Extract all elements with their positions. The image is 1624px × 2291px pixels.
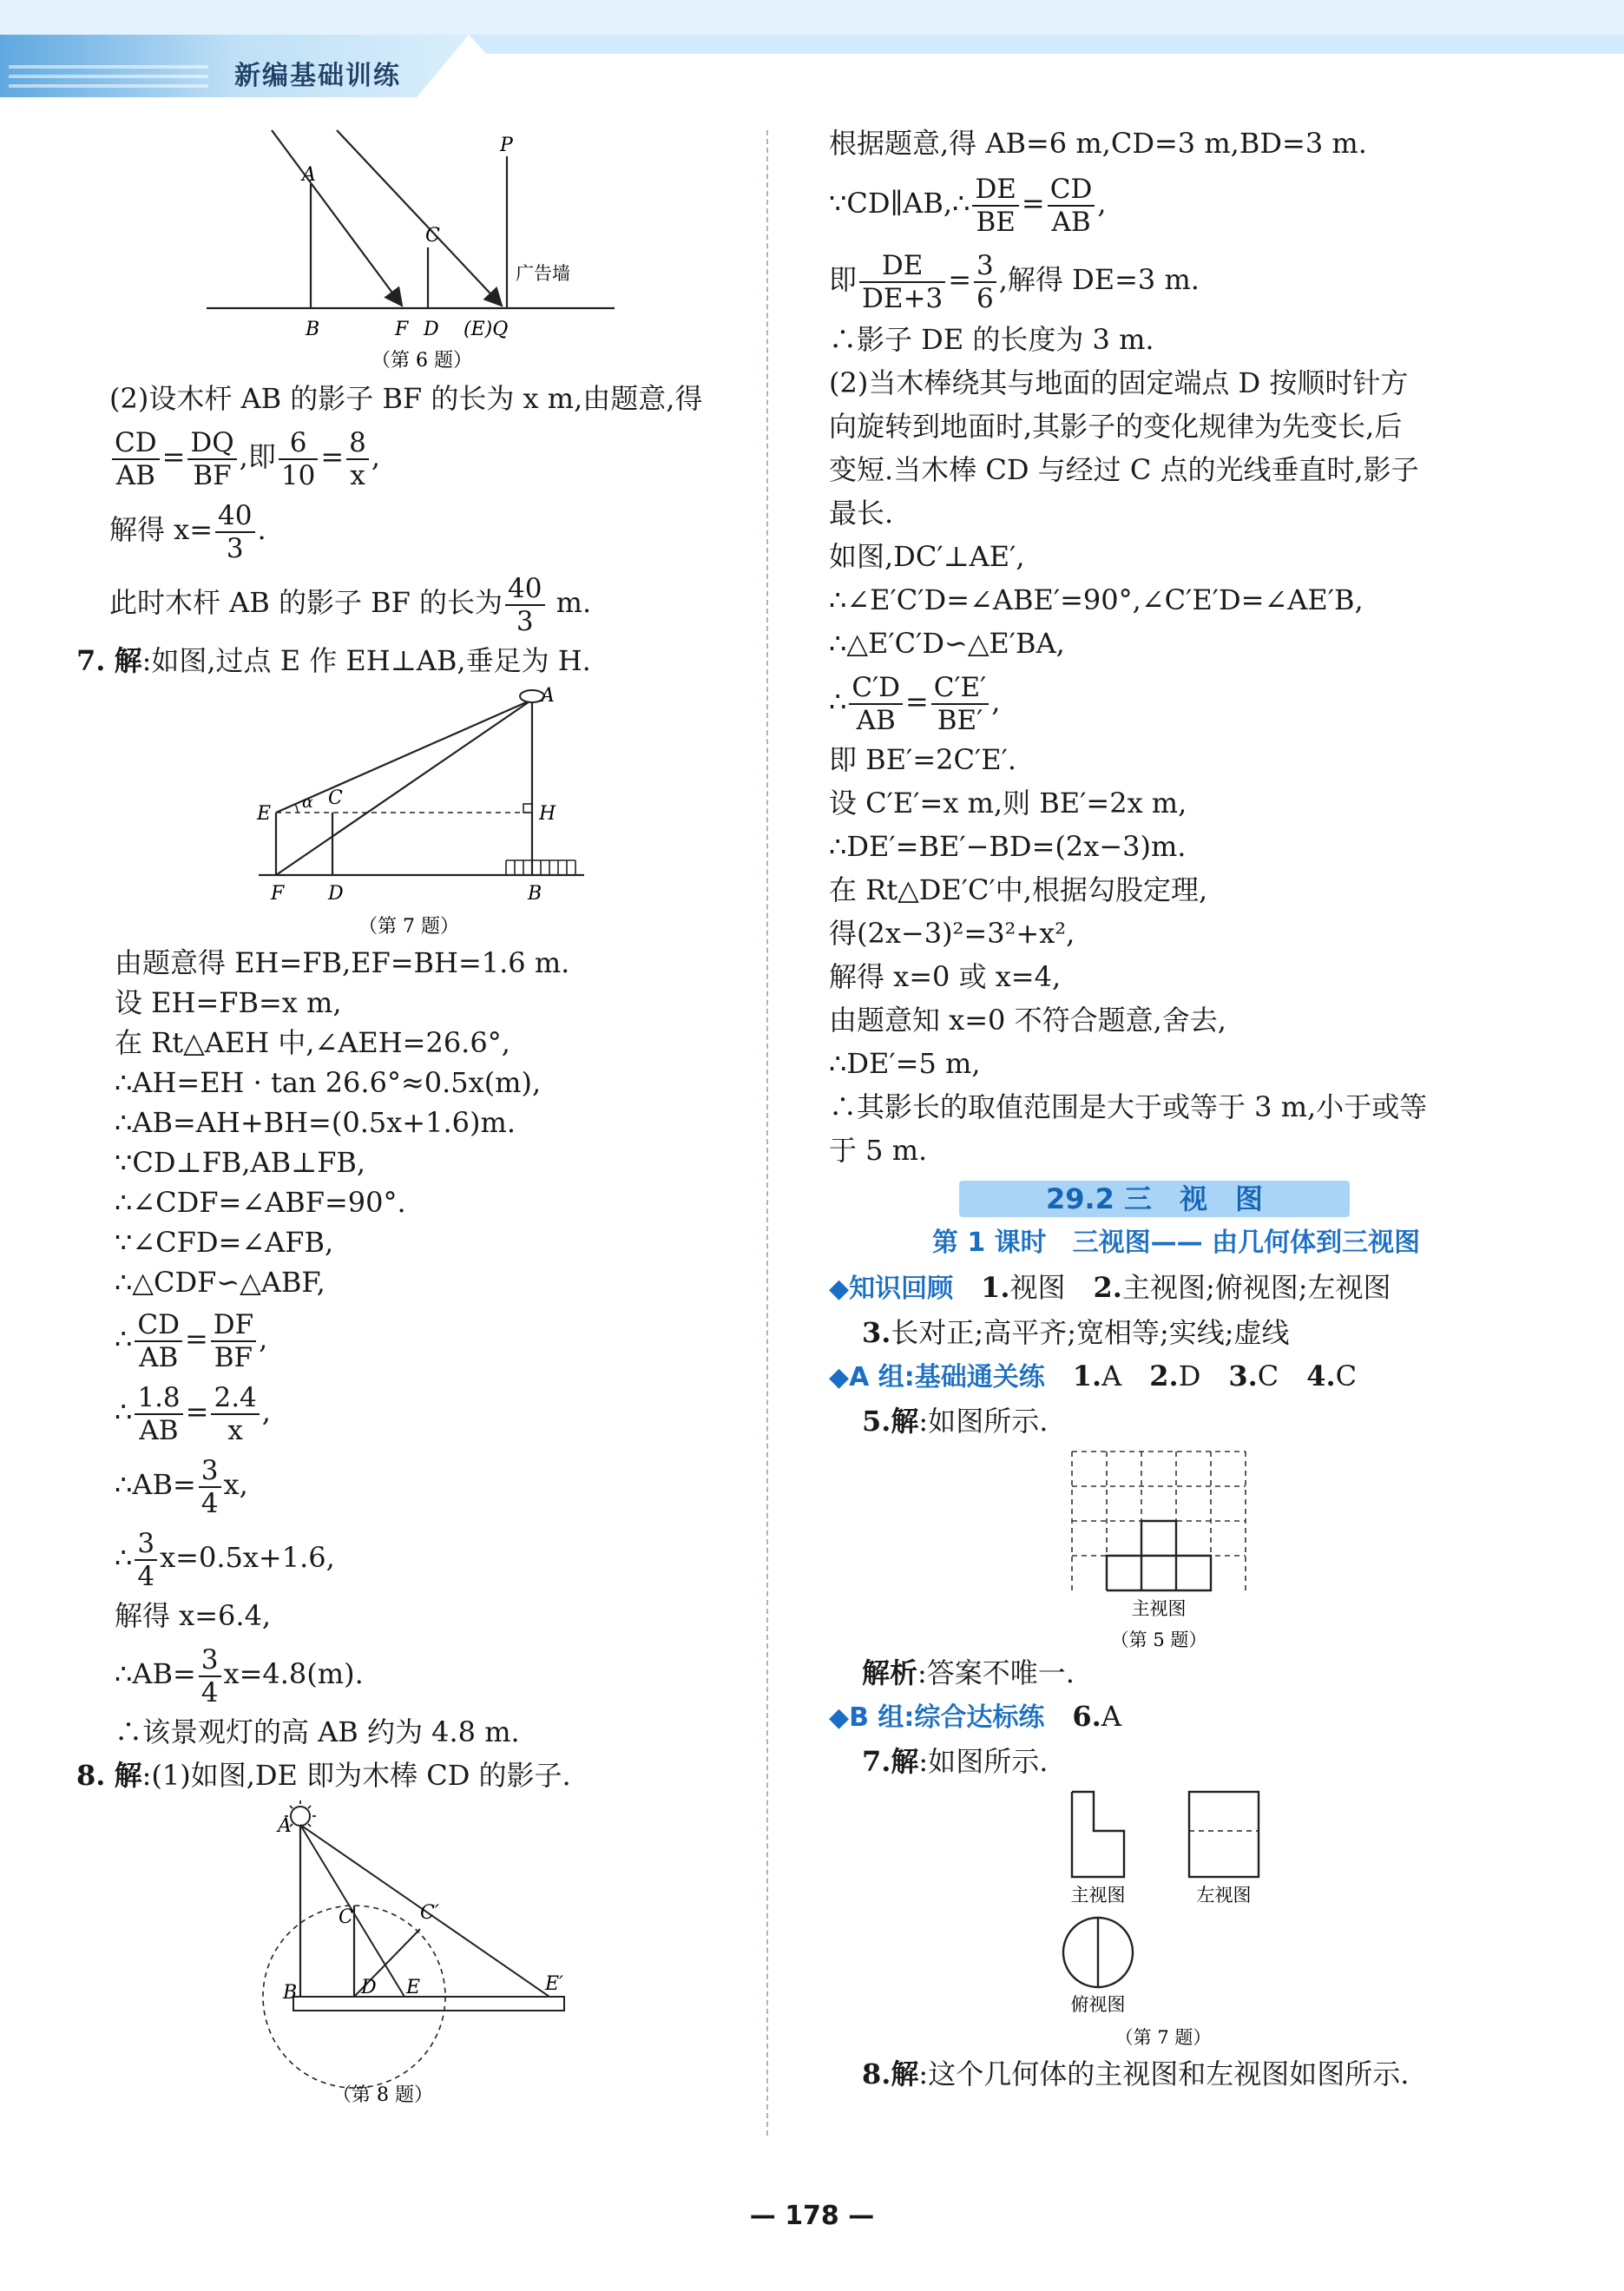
q7-ratio-1: ∴ $\frac{CD}{AB}$ = $\frac{DF}{BF}$ , [115, 1308, 268, 1373]
fraction: $\frac{DE}{BE}$ [972, 174, 1018, 238]
q7-step: 设 EH=FB=x m, [115, 986, 342, 1019]
a5-analysis: 解析:答案不唯一. [862, 1656, 1075, 1689]
fig6-label-B: B [306, 319, 320, 340]
q7-step: ∴∠CDF=∠ABF=90°. [115, 1186, 406, 1219]
fig7-label-C: C [328, 787, 343, 809]
page-header [0, 0, 1624, 104]
page-number: — 178 — [749, 2201, 875, 2231]
r-line: (2)当木棒绕其与地面的固定端点 D 按顺时针方 [829, 366, 1409, 399]
fraction: $\frac{C'E'}{BE'}$ [931, 672, 989, 736]
fraction: $\frac{CD}{AB}$ [112, 427, 160, 491]
fig8-label-B: B [283, 1982, 298, 2004]
b7-line: 7.解:如图所示. [862, 1745, 1049, 1778]
b8-line: 8.解:这个几何体的主视图和左视图如图所示. [862, 2057, 1410, 2090]
a5-line: 5.解:如图所示. [862, 1405, 1049, 1438]
q7-ratio-4: ∴ $\frac{3}{4}$ x=0.5x+1.6, [115, 1527, 335, 1592]
q7-step: ∴△CDF∽△ABF, [115, 1266, 325, 1299]
fraction: $\frac{3}{4}$ [135, 1528, 157, 1592]
r-line: 设 C′E′=x m,则 BE′=2x m, [829, 787, 1187, 820]
r-line: 在 Rt△DE′C′中,根据勾股定理, [829, 873, 1208, 906]
fraction: $\frac{2.4}{x}$ [211, 1382, 259, 1446]
fraction: $\frac{DE}{DE+3}$ [859, 250, 945, 314]
fig7-label-H: H [539, 803, 556, 825]
fig7b-top-label: 俯视图 [1070, 1994, 1126, 2015]
group-a-tag: ◆A 组:基础通关练 [829, 1362, 1045, 1392]
figure-7b-diagram [1055, 1783, 1298, 2052]
fig7-label-D: D [328, 883, 344, 905]
fig8-label-E: E [406, 1977, 421, 1998]
q6-part2-line: (2)设木杆 AB 的影子 BF 的长为 x m,由题意,得 [109, 382, 703, 415]
figure-5-diagram [1063, 1443, 1254, 1651]
fraction: $\frac{40}{3}$ [505, 573, 544, 637]
fig5-caption: （第 5 题） [1110, 1629, 1207, 1650]
q6-proportion: $\frac{CD}{AB}$ = $\frac{DQ}{BF}$ ,即 $\frac{6}{10}$ = $\frac{8}{x}$ , [76, 420, 753, 493]
r-line: ∴DE′=5 m, [829, 1047, 981, 1080]
q7-step: ∵∠CFD=∠AFB, [115, 1226, 334, 1259]
fig6-label-C: C [425, 225, 440, 247]
right-column [829, 122, 1523, 2096]
fraction: $\frac{3}{4}$ [199, 1455, 221, 1519]
q7-step: ∵CD⊥FB,AB⊥FB, [115, 1146, 366, 1179]
fig7-label-alpha: α [302, 793, 313, 812]
left-column [76, 122, 753, 2110]
fraction: $\frac{C'D}{AB}$ [849, 672, 903, 736]
r-line: ∴DE′=BE′−BD=(2x−3)m. [829, 830, 1187, 863]
fig6-label-F: F [395, 319, 409, 340]
lesson-title: 第 1 课时 三视图—— 由几何体到三视图 [931, 1228, 1421, 1258]
q7-steps [76, 943, 753, 1302]
fig7-label-F: F [271, 883, 285, 905]
fraction: $\frac{DF}{BF}$ [211, 1309, 256, 1373]
fraction: $\frac{CD}{AB}$ [135, 1309, 182, 1373]
q8-first-line: 8. 解:(1)如图,DE 即为木棒 CD 的影子. [76, 1759, 571, 1792]
group-a-answers: ◆A 组:基础通关练 1.A 2.D 3.C 4.C [829, 1359, 1358, 1392]
fraction: $\frac{DQ}{BF}$ [187, 427, 236, 491]
fig7-label-A: A [541, 685, 555, 707]
r-ratio-2: ∴ $\frac{C'D}{AB}$ = $\frac{C'E'}{BE'}$ , [829, 671, 1001, 736]
fraction: $\frac{3}{6}$ [974, 250, 996, 314]
fig6-label-P: P [500, 135, 513, 156]
figure-7b [1055, 1783, 1523, 2052]
q7-conclusion: ∴该景观灯的高 AB 约为 4.8 m. [115, 1715, 520, 1748]
fig7b-front-label: 主视图 [1070, 1885, 1126, 1906]
q7-step: 在 Rt△AEH 中,∠AEH=26.6°, [115, 1026, 510, 1059]
fraction: $\frac{1.8}{AB}$ [135, 1382, 182, 1446]
q7-ratio-6: ∴AB= $\frac{3}{4}$ x=4.8(m). [115, 1643, 364, 1708]
column-divider [766, 130, 768, 2136]
figure-7-diagram [250, 682, 615, 943]
group-b-tag: ◆B 组:综合达标练 [829, 1702, 1045, 1733]
r-parallel: ∵CD∥AB,∴ $\frac{DE}{BE}$ = $\frac{CD}{AB}$ , [829, 173, 1107, 238]
fig6-label-A: A [302, 164, 316, 186]
fraction: $\frac{6}{10}$ [279, 427, 318, 491]
section-heading [924, 1177, 1384, 1221]
fig8-caption: （第 8 题） [332, 2084, 433, 2106]
knowledge-review-tag: ◆知识回顾 [829, 1274, 954, 1304]
r-line: 向旋转到地面时,其影子的变化规律为先变长,后 [829, 410, 1403, 443]
r-line: 最长. [829, 497, 894, 530]
fraction: $\frac{8}{x}$ [346, 427, 369, 491]
section-title: 29.2 三 视 图 [1045, 1182, 1264, 1215]
fig8-label-D: D [361, 1977, 377, 1998]
figure-7 [250, 682, 753, 943]
q7-first-line: 7. 解:如图,过点 E 作 EH⊥AB,垂足为 H. [76, 644, 591, 677]
r-line: 于 5 m. [829, 1134, 928, 1167]
fig5-label: 主视图 [1131, 1598, 1187, 1619]
fraction: $\frac{3}{4}$ [199, 1644, 221, 1708]
fig6-caption: （第 6 题） [371, 350, 472, 372]
fig6-label-wall: 广告墙 [516, 263, 570, 284]
r-line: ∴△E′C′D∽△E′BA, [829, 627, 1065, 660]
r-line: 得(2x−3)²=3²+x², [829, 917, 1075, 950]
r-line: 变短.当木棒 CD 与经过 C 点的光线垂直时,影子 [829, 453, 1419, 486]
q7-step: ∴AB=AH+BH=(0.5x+1.6)m. [115, 1106, 516, 1139]
r-line: ∴其影长的取值范围是大于或等于 3 m,小于或等 [829, 1090, 1428, 1123]
fraction: $\frac{40}{3}$ [215, 500, 254, 564]
q7-solve: 解得 x=6.4, [115, 1599, 272, 1632]
figure-6 [207, 122, 753, 373]
fig8-label-C: C [339, 1906, 353, 1928]
fig7-label-E: E [257, 803, 272, 825]
header-title: 新编基础训练 [234, 61, 401, 91]
q7-step: 由题意得 EH=FB,EF=BH=1.6 m. [115, 946, 570, 979]
fig7b-left-label: 左视图 [1196, 1885, 1252, 1906]
q7-ratio-2: ∴ $\frac{1.8}{AB}$ = $\frac{2.4}{x}$ , [115, 1381, 271, 1446]
fig7-label-B: B [528, 883, 542, 905]
fig7b-caption: （第 7 题） [1114, 2027, 1212, 2048]
r-given: 根据题意,得 AB=6 m,CD=3 m,BD=3 m. [829, 127, 1367, 160]
knowledge-review: ◆知识回顾 1.视图 2.主视图;俯视图;左视图 [829, 1271, 1391, 1304]
figure-8-diagram [259, 1797, 588, 2110]
q6-result: 此时木杆 AB 的影子 BF 的长为 $\frac{40}{3}$ m. [109, 572, 592, 637]
r-shadow: ∴影子 DE 的长度为 3 m. [829, 323, 1154, 356]
fraction: $\frac{CD}{AB}$ [1048, 174, 1095, 238]
fig6-label-EQ: (E)Q [464, 319, 509, 340]
r-line: 由题意知 x=0 不符合题意,舍去, [829, 1004, 1226, 1037]
r-ratio: 即 $\frac{DE}{DE+3}$ = $\frac{3}{6}$ ,解得 DE=3 m. [829, 249, 1200, 314]
fig8-label-A: A [278, 1815, 292, 1837]
fig8-label-C1: C′ [420, 1902, 439, 1924]
figure-5 [1063, 1443, 1523, 1651]
group-b-answers: ◆B 组:综合达标练 6.A [829, 1700, 1121, 1733]
q6-solution: 解得 x= $\frac{40}{3}$ . [109, 499, 266, 564]
q7-step: ∴AH=EH · tan 26.6°≈0.5x(m), [115, 1066, 542, 1099]
r-line: ∴∠E′C′D=∠ABE′=90°,∠C′E′D=∠AE′B, [829, 583, 1364, 616]
fig8-label-E1: E′ [545, 1973, 564, 1995]
fig7-caption: （第 7 题） [358, 916, 459, 938]
r-line: 解得 x=0 或 x=4, [829, 960, 1062, 993]
r-line: 如图,DC′⊥AE′, [829, 540, 1025, 573]
knowledge-review-3: 3.长对正;高平齐;宽相等;实线;虚线 [862, 1316, 1290, 1349]
figure-8 [259, 1797, 753, 2110]
q7-ratio-3: ∴AB= $\frac{3}{4}$ x, [115, 1454, 248, 1519]
figure-6-diagram [207, 122, 623, 373]
fig6-label-D: D [424, 319, 439, 340]
r-line: 即 BE′=2C′E′. [829, 743, 1017, 776]
